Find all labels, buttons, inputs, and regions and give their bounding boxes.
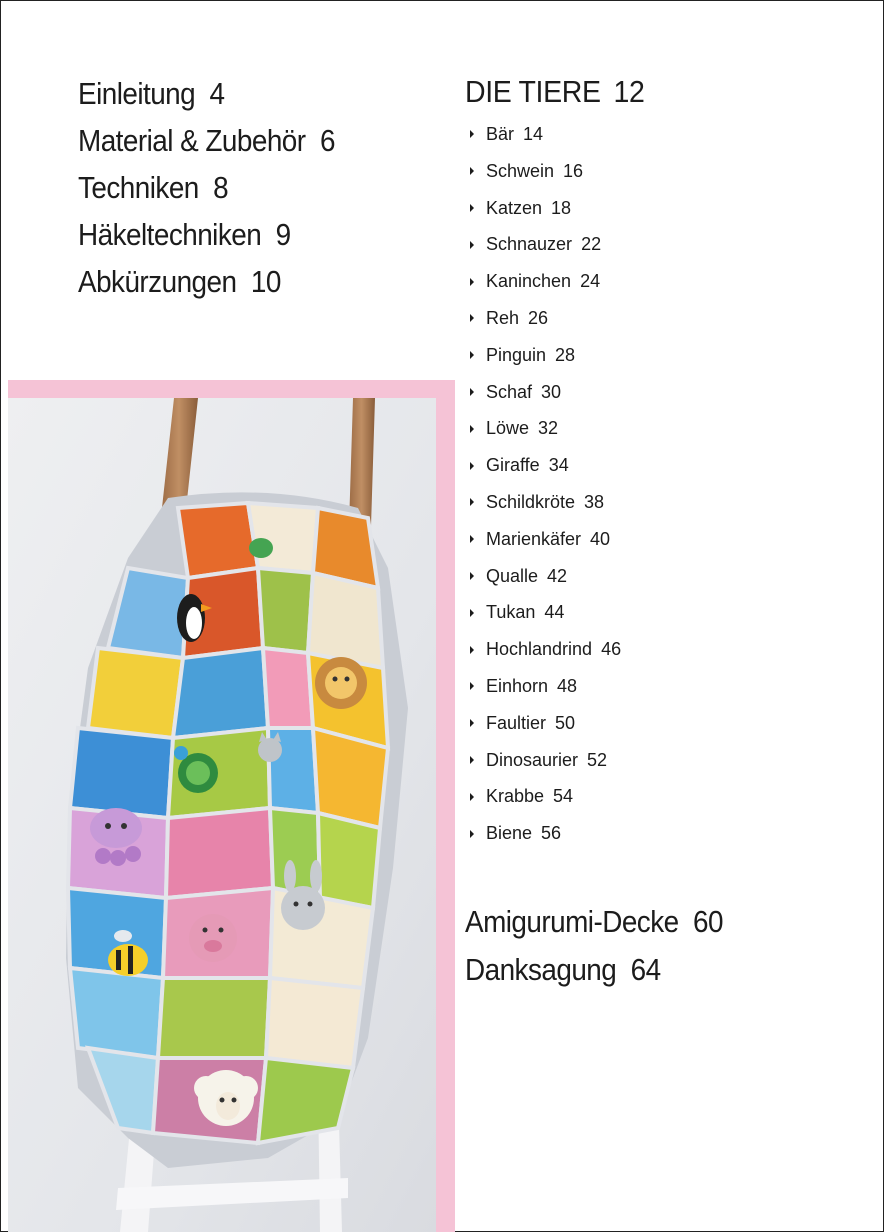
list-item[interactable] xyxy=(465,300,621,337)
list-item-title: Bär xyxy=(486,124,515,144)
list-item-title: Faultier xyxy=(486,712,547,733)
toc-entry-danksagung[interactable] xyxy=(465,946,723,994)
bullet-icon xyxy=(470,351,474,359)
list-item[interactable] xyxy=(465,815,621,852)
bullet-icon xyxy=(470,204,474,212)
list-item-page: 44 xyxy=(544,602,565,623)
list-item-page: 34 xyxy=(548,455,569,476)
bullet-icon xyxy=(470,241,474,249)
list-item-page: 16 xyxy=(563,160,584,181)
list-item-page: 42 xyxy=(547,565,568,586)
toc-entry-techniken[interactable] xyxy=(78,164,335,211)
toc-entry-page: 4 xyxy=(209,76,225,111)
list-item-title: Katzen xyxy=(486,197,543,218)
list-item[interactable] xyxy=(465,558,621,595)
list-item-title: Pinguin xyxy=(486,344,547,365)
bullet-icon xyxy=(470,609,474,617)
list-item-title: Marienkäfer xyxy=(486,528,582,549)
list-item-title: Tukan xyxy=(486,602,536,623)
list-item-page: 32 xyxy=(538,418,559,439)
list-item[interactable] xyxy=(465,742,621,779)
list-item-page: 48 xyxy=(557,675,578,696)
list-item[interactable] xyxy=(465,668,621,705)
toc-entry-page: 10 xyxy=(250,264,281,299)
list-item-title: Qualle xyxy=(486,565,539,586)
list-item-title: Giraffe xyxy=(486,455,540,476)
list-item[interactable] xyxy=(465,116,621,153)
toc-entry-einleitung[interactable] xyxy=(78,70,335,117)
bullet-icon xyxy=(470,498,474,506)
toc-entry-title: Amigurumi-Decke xyxy=(465,904,679,939)
bullet-icon xyxy=(470,719,474,727)
list-item-page: 46 xyxy=(601,639,622,660)
bullet-icon xyxy=(470,830,474,838)
bullet-icon xyxy=(470,646,474,654)
list-item-title: Reh xyxy=(486,307,520,328)
list-item-page: 14 xyxy=(523,124,544,144)
toc-entry-abkuerzungen[interactable] xyxy=(78,258,335,305)
main-toc xyxy=(78,70,363,305)
bullet-icon xyxy=(470,756,474,764)
list-item-page: 24 xyxy=(580,271,601,292)
section-title: DIE TIERE xyxy=(465,74,601,109)
list-item-page: 38 xyxy=(584,491,605,512)
section-heading-die-tiere[interactable] xyxy=(465,70,660,114)
bullet-icon xyxy=(470,388,474,396)
animal-list xyxy=(465,116,621,852)
bullet-icon xyxy=(470,167,474,175)
list-item[interactable] xyxy=(465,263,621,300)
bullet-icon xyxy=(470,535,474,543)
toc-entry-page: 60 xyxy=(693,904,723,939)
list-item-title: Dinosaurier xyxy=(486,749,579,770)
list-item[interactable] xyxy=(465,374,621,411)
list-item[interactable] xyxy=(465,594,621,631)
blanket-photo xyxy=(8,398,436,1232)
list-item-page: 50 xyxy=(555,712,576,733)
list-item-title: Krabbe xyxy=(486,786,545,807)
bullet-icon xyxy=(470,682,474,690)
toc-entry-page: 6 xyxy=(319,123,335,158)
list-item-page: 54 xyxy=(553,786,574,807)
list-item-title: Biene xyxy=(486,823,533,844)
list-item-page: 28 xyxy=(555,344,576,365)
list-item[interactable] xyxy=(465,190,621,227)
list-item-title: Löwe xyxy=(486,418,530,439)
bullet-icon xyxy=(470,130,474,138)
list-item-page: 52 xyxy=(587,749,608,770)
list-item[interactable] xyxy=(465,705,621,742)
list-item-page: 22 xyxy=(581,234,602,255)
list-item[interactable] xyxy=(465,337,621,374)
toc-entry-material[interactable] xyxy=(78,117,335,164)
list-item-page: 18 xyxy=(551,197,572,218)
list-item[interactable] xyxy=(465,410,621,447)
list-item-title: Schildkröte xyxy=(486,491,576,512)
toc-entry-page: 64 xyxy=(630,952,661,987)
list-item-title: Schwein xyxy=(486,160,555,181)
toc-entry-haekeltechniken[interactable] xyxy=(78,211,335,258)
list-item-title: Schnauzer xyxy=(486,234,573,255)
list-item-page: 56 xyxy=(541,823,562,844)
bullet-icon xyxy=(470,425,474,433)
list-item[interactable] xyxy=(465,631,621,668)
bullet-icon xyxy=(470,462,474,470)
list-item-page: 30 xyxy=(541,381,562,402)
list-item-title: Kaninchen xyxy=(486,271,572,292)
toc-entry-title: Techniken xyxy=(78,170,199,205)
bottom-toc xyxy=(465,898,752,994)
toc-entry-title: Danksagung xyxy=(465,952,617,987)
list-item[interactable] xyxy=(465,778,621,815)
section-page: 12 xyxy=(613,74,645,109)
list-item-title: Einhorn xyxy=(486,675,549,696)
list-item[interactable] xyxy=(465,226,621,263)
bullet-icon xyxy=(470,572,474,580)
list-item[interactable] xyxy=(465,521,621,558)
toc-entry-title: Abkürzungen xyxy=(78,264,237,299)
toc-entry-title: Einleitung xyxy=(78,76,196,111)
toc-entry-page: 8 xyxy=(213,170,229,205)
toc-entry-title: Material & Zubehör xyxy=(78,123,306,158)
list-item[interactable] xyxy=(465,447,621,484)
toc-entry-title: Häkeltechniken xyxy=(78,217,262,252)
list-item-page: 40 xyxy=(590,528,611,549)
list-item-title: Hochlandrind xyxy=(486,639,593,660)
toc-entry-amigurumi-decke[interactable] xyxy=(465,898,723,946)
list-item[interactable] xyxy=(465,153,621,190)
bullet-icon xyxy=(470,278,474,286)
bullet-icon xyxy=(470,793,474,801)
list-item-title: Schaf xyxy=(486,381,533,402)
bullet-icon xyxy=(470,314,474,322)
toc-entry-page: 9 xyxy=(275,217,291,252)
list-item[interactable] xyxy=(465,484,621,521)
list-item-page: 26 xyxy=(528,307,549,328)
